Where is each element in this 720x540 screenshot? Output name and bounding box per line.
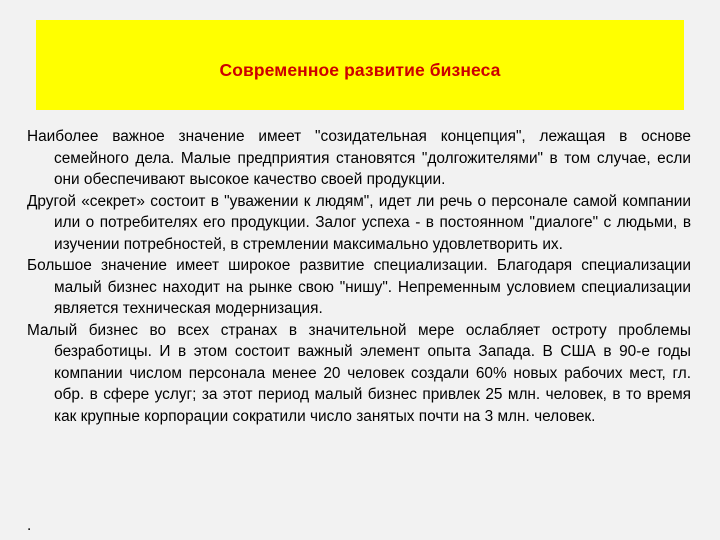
paragraph-respect-for-people: Другой «секрет» состоит в "уважении к людям", идет ли речь о персонале самой компании или о потребителях его продукции. Залог успеха - в постоянном "диалоге" с людьми, в изучении потребностей, в стремлении максимально удовлетворить их.	[27, 192, 691, 253]
slide-title: Современное развитие бизнеса	[219, 59, 501, 80]
paragraph-unemployment: Малый бизнес во всех странах в значительной мере ослабляет остроту проблемы безработицы. И в этом состоит важный элемент опыта Запада. В США в 90-е годы компании числом персонала менее 20 человек создали 60% новых рабочих мест, гл. обр. в сфере услуг; за этот период малый бизнес привлек 25 млн. человек, в то время как крупные корпорации сократили число занятых почти на 3 млн. человек.	[27, 321, 691, 425]
paragraph-creative-concept: Наиболее важное значение имеет "созидательная концепция", лежащая в основе семейного дела. Малые предприятия становятся "долгожителями" в том случае, если они обеспечивают высокое качество своей продукции.	[27, 128, 691, 188]
slide-body	[27, 126, 691, 427]
paragraph-specialization: Большое значение имеет широкое развитие специализации. Благодаря специализации малый бизнес находит на рынке свою "нишу". Непременным условием специализации является техническая модернизация.	[27, 257, 691, 317]
trailing-dot: .	[27, 517, 32, 534]
title-banner	[36, 20, 684, 110]
